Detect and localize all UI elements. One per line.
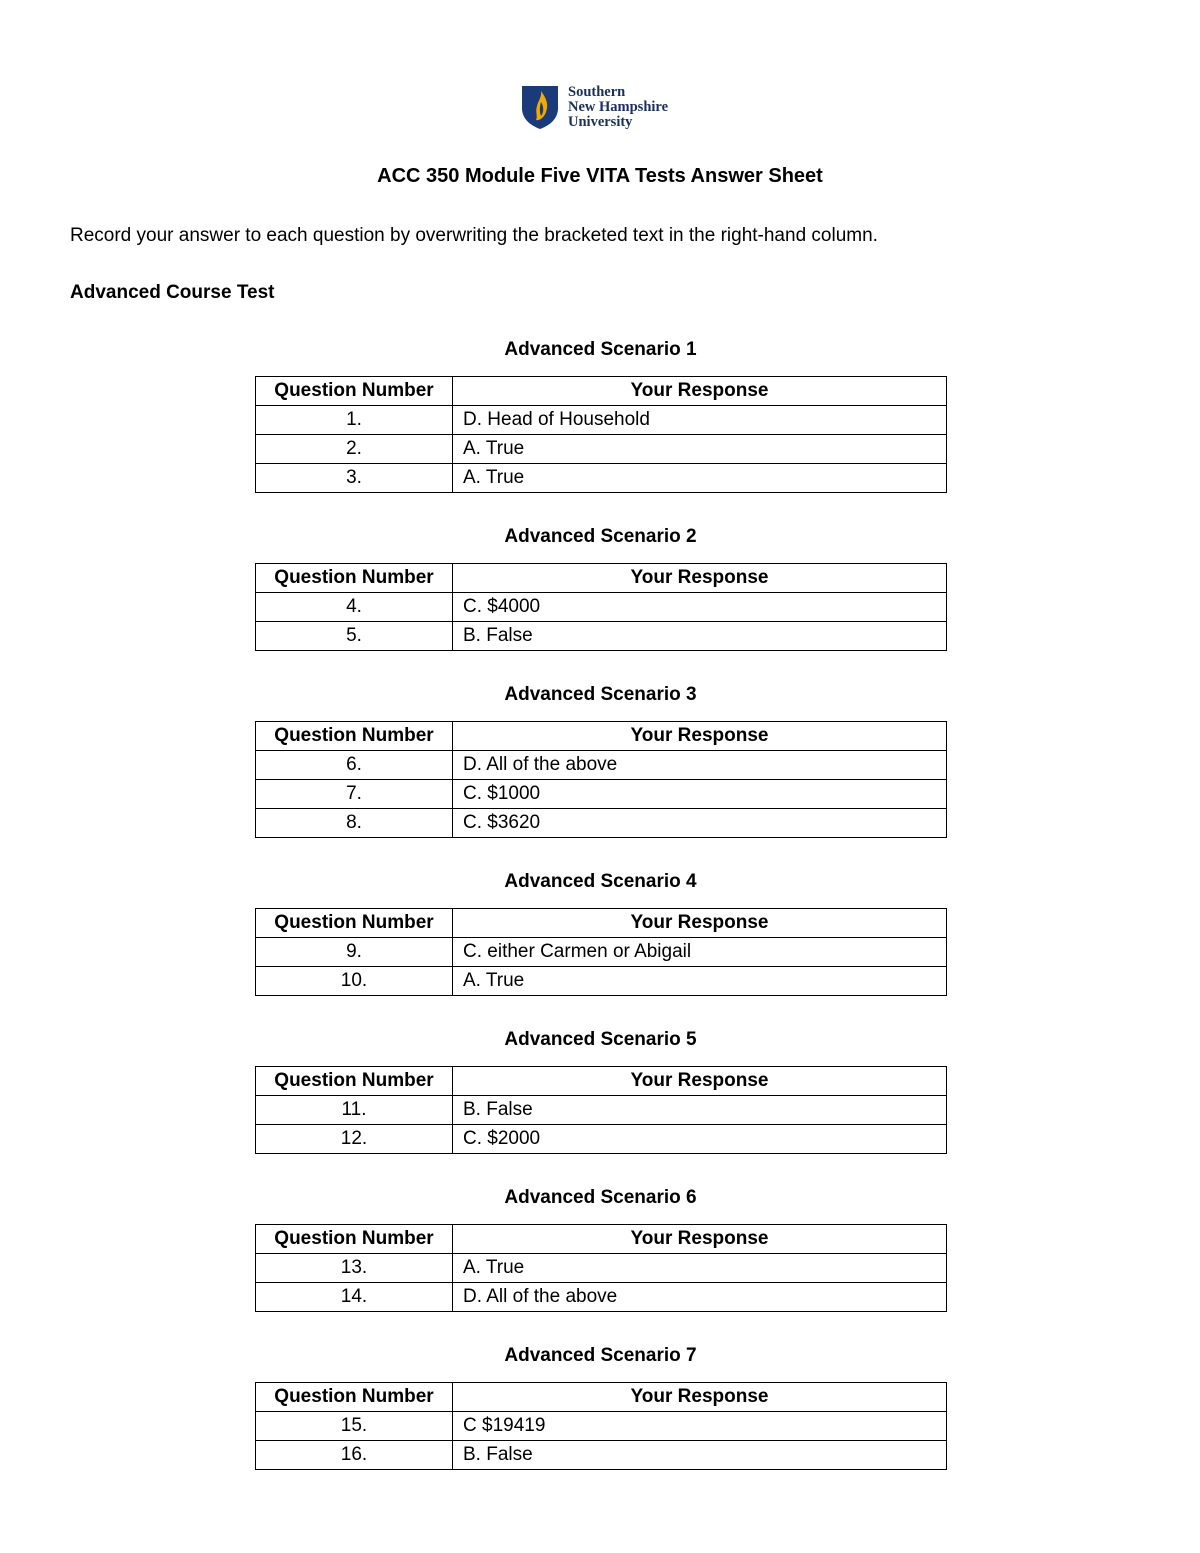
scenario-block — [255, 870, 946, 996]
table-row — [256, 780, 947, 809]
scenario-title: Advanced Scenario 1 — [504, 339, 697, 360]
table-row — [256, 1125, 947, 1154]
response-cell[interactable]: A. True — [453, 1254, 947, 1283]
table-row — [256, 751, 947, 780]
header-your-response: Your Response — [453, 377, 947, 406]
section-title: Advanced Course Test — [70, 282, 275, 303]
scenario-title: Advanced Scenario 6 — [504, 1187, 697, 1208]
header-question-number: Question Number — [256, 377, 453, 406]
response-cell[interactable]: D. Head of Household — [453, 406, 947, 435]
scenario-list — [255, 338, 946, 1470]
table-row — [256, 809, 947, 838]
response-cell[interactable]: C. $4000 — [453, 593, 947, 622]
logo-line-1: Southern — [568, 83, 626, 100]
table-row — [256, 1441, 947, 1470]
question-number-cell: 14. — [256, 1283, 453, 1312]
header-your-response: Your Response — [453, 909, 947, 938]
scenario-block — [255, 683, 946, 838]
answer-table — [255, 376, 947, 493]
response-cell[interactable]: B. False — [453, 1441, 947, 1470]
answer-table — [255, 563, 947, 651]
response-cell[interactable]: A. True — [453, 464, 947, 493]
response-cell[interactable]: C $19419 — [453, 1412, 947, 1441]
question-number-cell: 8. — [256, 809, 453, 838]
document-title: ACC 350 Module Five VITA Tests Answer Sheet — [377, 165, 823, 187]
scenario-title: Advanced Scenario 3 — [504, 684, 697, 705]
response-cell[interactable]: C. either Carmen or Abigail — [453, 938, 947, 967]
question-number-cell: 10. — [256, 967, 453, 996]
table-header-row — [256, 1067, 947, 1096]
response-cell[interactable]: A. True — [453, 435, 947, 464]
table-row — [256, 1254, 947, 1283]
logo-wordmark — [568, 85, 668, 130]
header-question-number: Question Number — [256, 722, 453, 751]
header-your-response: Your Response — [453, 1225, 947, 1254]
scenario-title: Advanced Scenario 2 — [504, 526, 697, 547]
table-row — [256, 967, 947, 996]
question-number-cell: 1. — [256, 406, 453, 435]
shield-flame-icon — [520, 84, 560, 130]
table-header-row — [256, 377, 947, 406]
question-number-cell: 4. — [256, 593, 453, 622]
answer-table — [255, 1066, 947, 1154]
question-number-cell: 6. — [256, 751, 453, 780]
question-number-cell: 13. — [256, 1254, 453, 1283]
header-question-number: Question Number — [256, 1067, 453, 1096]
header-question-number: Question Number — [256, 564, 453, 593]
response-cell[interactable]: C. $1000 — [453, 780, 947, 809]
table-header-row — [256, 909, 947, 938]
scenario-block — [255, 338, 946, 493]
university-logo — [520, 84, 668, 130]
header-question-number: Question Number — [256, 1383, 453, 1412]
question-number-cell: 5. — [256, 622, 453, 651]
scenario-title: Advanced Scenario 5 — [504, 1029, 697, 1050]
answer-table — [255, 908, 947, 996]
answer-table — [255, 1224, 947, 1312]
scenario-block — [255, 1186, 946, 1312]
table-header-row — [256, 1383, 947, 1412]
logo-line-2: New Hampshire — [568, 98, 669, 115]
question-number-cell: 2. — [256, 435, 453, 464]
scenario-block — [255, 1028, 946, 1154]
scenario-block — [255, 525, 946, 651]
question-number-cell: 3. — [256, 464, 453, 493]
response-cell[interactable]: C. $3620 — [453, 809, 947, 838]
header-your-response: Your Response — [453, 1067, 947, 1096]
response-cell[interactable]: C. $2000 — [453, 1125, 947, 1154]
answer-table — [255, 721, 947, 838]
table-row — [256, 1412, 947, 1441]
response-cell[interactable]: B. False — [453, 622, 947, 651]
question-number-cell: 7. — [256, 780, 453, 809]
question-number-cell: 12. — [256, 1125, 453, 1154]
table-row — [256, 464, 947, 493]
table-header-row — [256, 1225, 947, 1254]
table-row — [256, 622, 947, 651]
scenario-title: Advanced Scenario 4 — [504, 871, 697, 892]
header-your-response: Your Response — [453, 722, 947, 751]
table-row — [256, 593, 947, 622]
response-cell[interactable]: D. All of the above — [453, 1283, 947, 1312]
response-cell[interactable]: A. True — [453, 967, 947, 996]
response-cell[interactable]: B. False — [453, 1096, 947, 1125]
table-row — [256, 1096, 947, 1125]
scenario-title: Advanced Scenario 7 — [504, 1345, 697, 1366]
scenario-block — [255, 1344, 946, 1470]
table-row — [256, 1283, 947, 1312]
instructions-text: Record your answer to each question by overwriting the bracketed text in the right-hand column. — [70, 225, 878, 246]
answer-table — [255, 1382, 947, 1470]
table-row — [256, 938, 947, 967]
table-row — [256, 435, 947, 464]
table-row — [256, 406, 947, 435]
response-cell[interactable]: D. All of the above — [453, 751, 947, 780]
header-question-number: Question Number — [256, 909, 453, 938]
header-your-response: Your Response — [453, 1383, 947, 1412]
question-number-cell: 16. — [256, 1441, 453, 1470]
header-your-response: Your Response — [453, 564, 947, 593]
table-header-row — [256, 564, 947, 593]
header-question-number: Question Number — [256, 1225, 453, 1254]
logo-line-3: University — [568, 113, 633, 130]
question-number-cell: 9. — [256, 938, 453, 967]
table-header-row — [256, 722, 947, 751]
question-number-cell: 15. — [256, 1412, 453, 1441]
question-number-cell: 11. — [256, 1096, 453, 1125]
